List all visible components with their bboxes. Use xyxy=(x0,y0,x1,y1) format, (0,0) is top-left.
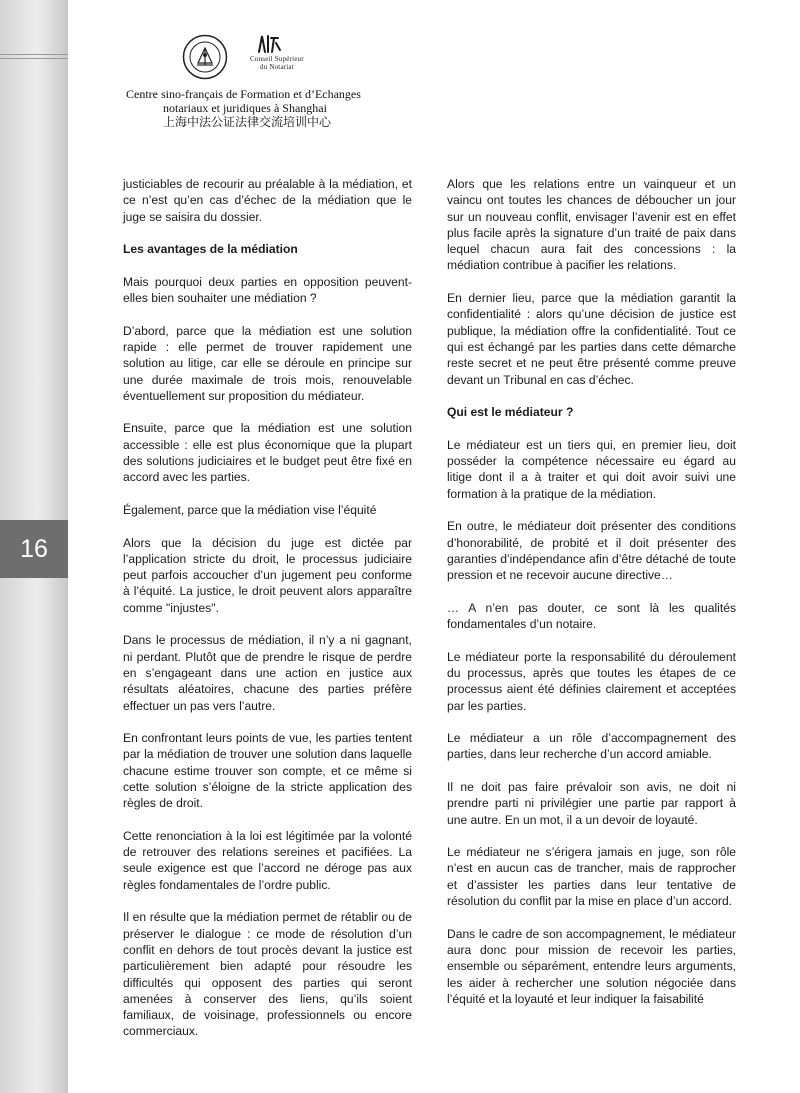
paragraph: Mais pourquoi deux parties en opposition peuvent-elles bien souhaiter une médiation ? xyxy=(123,274,412,306)
right-column xyxy=(447,176,736,1007)
center-name xyxy=(126,87,446,129)
notariat-logo-text xyxy=(250,55,330,71)
paragraph: Ensuite, parce que la médiation est une solution accessible : elle est plus économique que la plupart des solutions judiciaires et le budget peut être fixé en accord avec les parties. xyxy=(123,421,412,485)
paragraph: Également, parce que la médiation vise l’équité xyxy=(123,502,377,517)
paragraph: Le médiateur est un tiers qui, en premier lieu, doit posséder la compétence nécessaire eu égard au litige dont il a à traiter et qui doit avoir suivi une formation à la pratique de la médiation. xyxy=(447,437,736,501)
paragraph: justiciables de recourir au préalable à la médiation, et ce n’est qu’en cas d’échec de la médiation que le juge se saisira du dossier. xyxy=(123,177,412,224)
paragraph: Le médiateur ne s’érigera jamais en juge, son rôle n’est en aucun cas de trancher, mais de rapprocher et d’assister les parties dans leur tentative de résolution du conflit par la mise en place d’un accord. xyxy=(447,845,736,909)
center-name-line1: Centre sino-français de Formation et d’Echanges xyxy=(126,87,361,101)
paragraph: Il ne doit pas faire prévaloir son avis, ne doit ni prendre parti ni privilégier une partie par rapport à une autre. En un mot, il a un devoir de loyauté. xyxy=(447,779,736,827)
notariat-emblem-icon xyxy=(256,34,282,54)
page-number: 16 xyxy=(0,520,68,578)
left-column xyxy=(123,176,412,1040)
notariat-logo xyxy=(250,34,330,71)
paragraph: Alors que les relations entre un vainqueur et un vaincu ont toutes les chances de déboucher un jour sur un nouveau conflit, envisager l’avenir est en effet plus facile après la signature d’un traité de paix dans lequel chacun aura fait des concessions : la médiation contribue à pacifier les relations. xyxy=(447,177,736,273)
paragraph: … A n’en pas douter, ce sont là les qualités fondamentales d’un notaire. xyxy=(447,600,736,632)
paragraph: Il en résulte que la médiation permet de rétablir ou de préserver le dialogue : ce mode de résolution d’un conflit en dehors de tout procès devant la justice est particulièrement bien adapté pour résoudre les difficultés qui opposent des parties qui seront amenées à conserver des liens, qu’ils soient familiaux, de voisinage, professionnels ou encore commerciaux. xyxy=(123,910,412,1039)
notariat-logo-line1: Conseil Supérieur xyxy=(250,55,304,63)
paragraph: D’abord, parce que la médiation est une solution rapide : elle permet de trouver rapidement une solution au litige, car elle se déroule en principe sur une durée maximale de trois mois, renouvelable éventuellement sur proposition du médiateur. xyxy=(123,323,412,403)
center-name-chinese: 上海中法公证法律交流培训中心 xyxy=(163,115,332,129)
section-heading: Les avantages de la médiation xyxy=(123,242,298,257)
sidebar-rule xyxy=(0,58,68,59)
page-sidebar xyxy=(0,0,68,1093)
paragraph: Dans le cadre de son accompagnement, le médiateur aura donc pour mission de recevoir les parties, ensemble ou séparément, entendre leurs arguments, les aider à rechercher une solution négociée dans l’équité et la loyauté et leur indiquer la faisabilité xyxy=(447,926,736,1006)
notariat-logo-line2: du Notariat xyxy=(260,63,294,71)
paragraph: En outre, le médiateur doit présenter des conditions d’honorabilité, de probité et il doit présenter des garanties d’indépendance afin d’être détaché de toute pression et ne recevoir aucune directive… xyxy=(447,519,736,583)
center-name-line2: notariaux et juridiques à Shanghai xyxy=(163,101,327,115)
paragraph: Le médiateur a un rôle d’accompagnement des parties, dans leur recherche d’un accord amiable. xyxy=(447,731,736,762)
paragraph: Cette renonciation à la loi est légitimée par la volonté de retrouver des relations sereines et pacifiées. La seule exigence est que l’accord ne déroge pas aux règles fondamentales de l’ordre public. xyxy=(123,828,412,892)
paragraph: Alors que la décision du juge est dictée par l’application stricte du droit, le processus judiciaire peut parfois accoucher d’un jugement peu conforme à l’équité. La justice, le droit peuvent alors apparaître comme "injustes". xyxy=(123,535,412,615)
sidebar-rule xyxy=(0,54,68,55)
paragraph: En dernier lieu, parce que la médiation garantit la confidentialité : alors qu’une décision de justice est publique, la médiation offre la confidentialité. Tout ce qui est échangé par les parties dans cette démarche reste secret et ne peut être présenté comme preuve devant un Tribunal en cas d’échec. xyxy=(447,291,736,387)
paragraph: Dans le processus de médiation, il n’y a ni gagnant, ni perdant. Plutôt que de prendre le risque de perdre en s’engageant dans une action en justice aux résultats aléatoires, chacune des parties préfère effectuer un pas vers l’autre. xyxy=(123,633,412,713)
university-seal-icon xyxy=(182,34,228,85)
paragraph: En confrontant leurs points de vue, les parties tentent par la médiation de trouver une solution dans laquelle chacune estime trouver son compte, et ce même si cette solution s’éloigne de la stricte application des règles de droit. xyxy=(123,731,412,811)
paragraph: Le médiateur porte la responsabilité du déroulement du processus, après que toutes les étapes de ce processus aient été définies clairement et acceptées par les parties. xyxy=(447,649,736,713)
section-heading: Qui est le médiateur ? xyxy=(447,405,574,420)
